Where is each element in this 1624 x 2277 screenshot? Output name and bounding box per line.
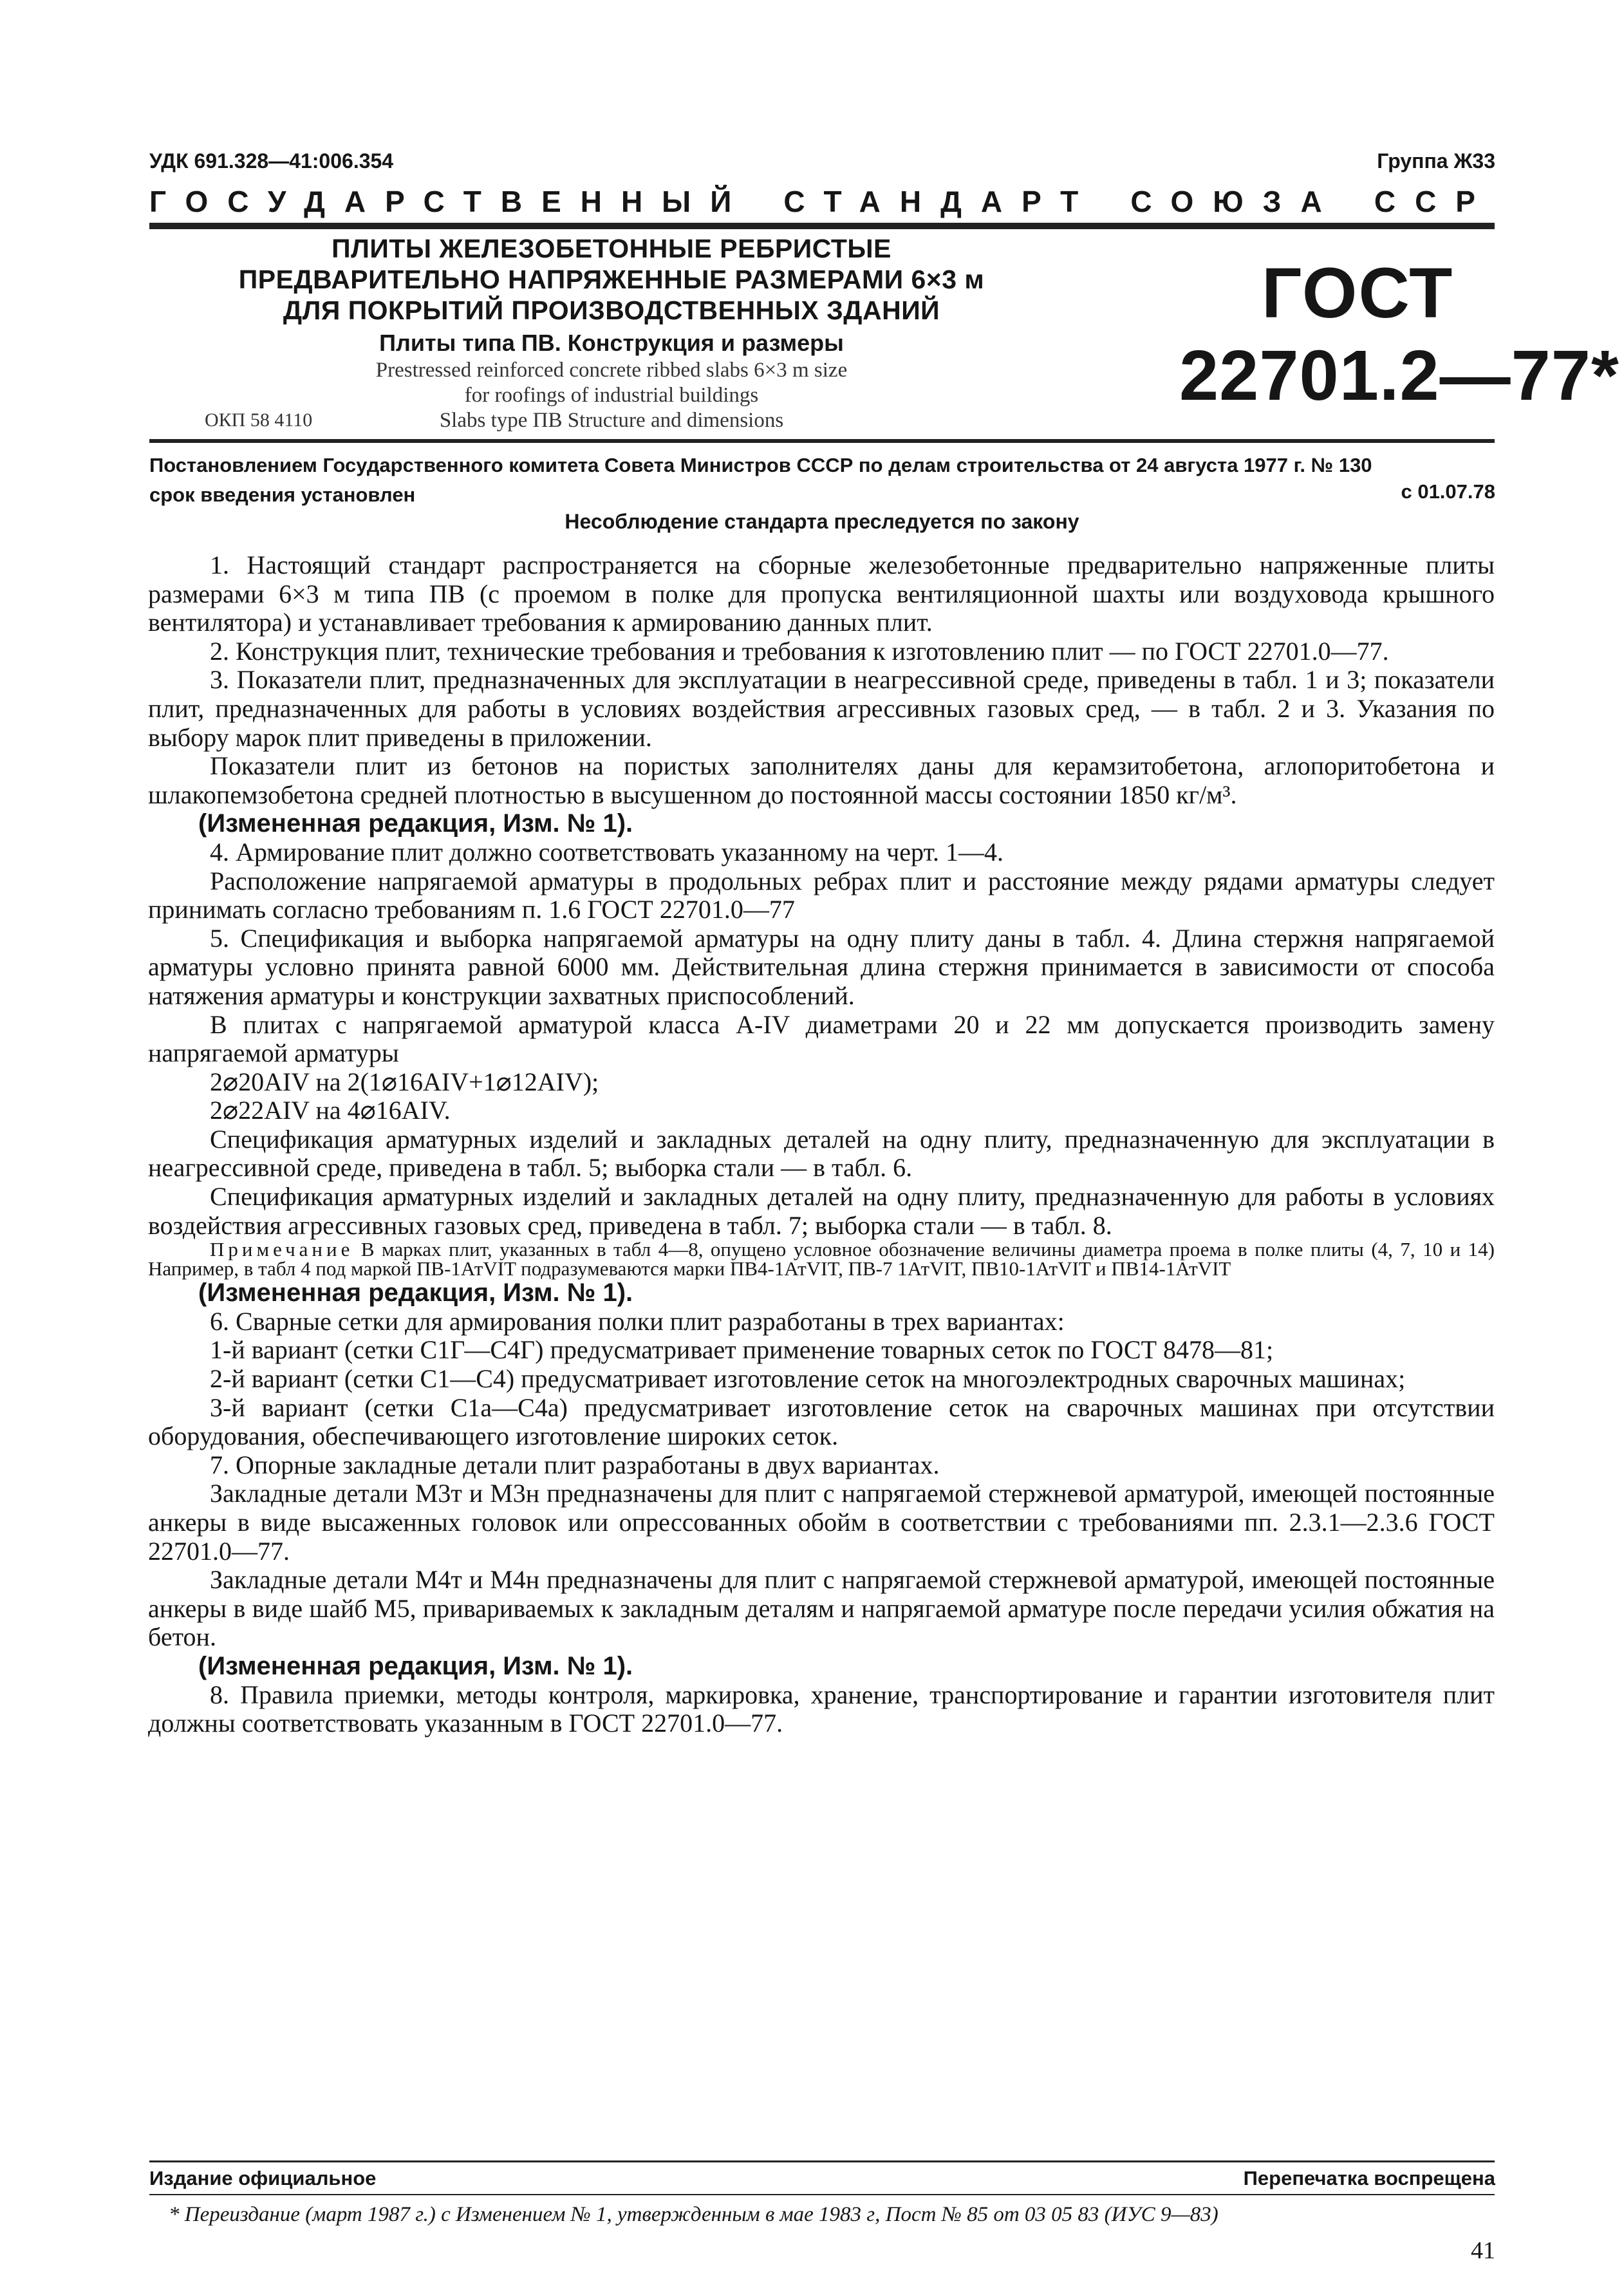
title-english-1: Prestressed reinforced concrete ribbed slabs 6×3 m size bbox=[375, 359, 848, 382]
paragraph-5-replacement: В плитах с напрягаемой арматурой класса A-IV диаметрами 20 и 22 мм допускается производить замену напрягаемой арматуры bbox=[148, 1009, 1495, 1068]
paragraph-8: 8. Правила приемки, методы контроля, маркировка, хранение, транспортирование и гарантии изготовителя плит должны соответствовать указанным в ГОСТ 22701.0—77. bbox=[148, 1680, 1495, 1738]
decree-line-1: Постановлением Государственного комитета Совета Министров СССР по делам строительства от 24 августа 1977 г. № 130 bbox=[149, 454, 1372, 476]
decree-line-2: срок введения установлен bbox=[149, 483, 416, 506]
paragraph-2: 2. Конструкция плит, технические требования и требования к изготовлению плит — по ГОСТ 22701.0—77. bbox=[210, 636, 1389, 666]
paragraph-6-variant-3: 3-й вариант (сетки С1а—С4а) предусматривает изготовление сеток на сварочных машинах при отсутствии оборудования, обеспечивающего изготовление широких сеток. bbox=[148, 1392, 1495, 1451]
amendment-note-3: (Измененная редакция, Изм. № 1). bbox=[198, 1651, 633, 1680]
title-line-3: ДЛЯ ПОКРЫТИЙ ПРОИЗВОДСТВЕННЫХ ЗДАНИЙ bbox=[283, 295, 940, 325]
paragraph-7: 7. Опорные закладные детали плит разработаны в двух вариантах. bbox=[210, 1450, 940, 1479]
header-divider-top bbox=[149, 223, 1495, 229]
title-english-3: Slabs type ПВ Structure and dimensions bbox=[439, 409, 784, 432]
paragraph-5-spec-1: Спецификация арматурных изделий и закладных деталей на одну плиту, предназначенную для эксплуатации в неагрессивной среде, приведена в табл. 5; выборка стали — в табл. 6. bbox=[148, 1124, 1495, 1183]
paragraph-1: 1. Настоящий стандарт распространяется на сборные железобетонные предварительно напряженные плиты размерами 6×3 м типа ПВ (с проемом в полке для пропуска вентиляционной шахты или воздуховода крышного вентилятора) и устанавливает требования к армированию данных плит. bbox=[148, 550, 1495, 637]
replacement-formula-1: 2⌀20AIV на 2(1⌀16AIV+1⌀12AIV); bbox=[210, 1067, 599, 1096]
paragraph-3-continued: Показатели плит из бетонов на пористых заполнителях даны для керамзитобетона, аглопоритобетона и шлакопемзобетона средней плотностью в высушенном до постоянной массы состоянии 1850 кг/м³. bbox=[148, 751, 1495, 809]
group-code: Группа Ж33 bbox=[1377, 149, 1495, 173]
note-text: В марках плит, указанных в табл 4—8, опущено условное обозначение величины диаметра проема в полке плиты (4, 7, 10 и 14) Например, в табл 4 под маркой ПВ-1АтVIT подразумеваются марки ПВ4-1АтVIT, ПВ-7 1АтVIT, ПВ10-1АтVIT и ПВ14-1АтVIT bbox=[148, 1238, 1495, 1280]
note-label: Примечание bbox=[210, 1238, 354, 1261]
title-block bbox=[154, 233, 1069, 433]
paragraph-7-m3: Закладные детали М3т и М3н предназначены для плит с напрягаемой стержневой арматурой, имеющей постоянные анкеры в виде высаженных головок или опрессованных обойм в соответствии с требованиями пп. 2.3.1—2.3.6 ГОСТ 22701.0—77. bbox=[148, 1479, 1495, 1566]
paragraph-5-spec-2: Спецификация арматурных изделий и закладных деталей на одну плиту, предназначенную для работы в условиях воздействия агрессивных газовых сред, приведена в табл. 7; выборка стали — в табл. 8. bbox=[148, 1182, 1495, 1240]
title-english-2: for roofings of industrial buildings bbox=[464, 384, 759, 407]
decree-text bbox=[149, 451, 1495, 510]
footer-divider-bottom bbox=[149, 2194, 1495, 2195]
replacement-formula-2: 2⌀22AIV на 4⌀16AIV. bbox=[210, 1096, 451, 1125]
page-number: 41 bbox=[1471, 2237, 1495, 2264]
note-paragraph bbox=[148, 1240, 1495, 1279]
title-subtitle: Плиты типа ПВ. Конструкция и размеры bbox=[379, 330, 844, 356]
title-divider bbox=[149, 439, 1495, 443]
decree-effective-date: с 01.07.78 bbox=[1401, 480, 1495, 503]
paragraph-4-continued: Расположение напрягаемой арматуры в продольных ребрах плит и расстояние между рядами арматуры следует принимать согласно требованиям п. 1.6 ГОСТ 22701.0—77 bbox=[148, 866, 1495, 924]
document-body bbox=[148, 551, 1495, 1738]
amendment-note-1: (Измененная редакция, Изм. № 1). bbox=[198, 809, 633, 838]
reprint-prohibited-label: Перепечатка воспрещена bbox=[1243, 2167, 1495, 2189]
paragraph-6-variant-1: 1-й вариант (сетки С1Г—С4Г) предусматривает применение товарных сеток по ГОСТ 8478—81; bbox=[210, 1335, 1274, 1365]
amendment-note-2: (Измененная редакция, Изм. № 1). bbox=[198, 1279, 633, 1307]
paragraph-6-variant-2: 2-й вариант (сетки С1—С4) предусматривает изготовление сеток на многоэлектродных сварочных машинах; bbox=[210, 1364, 1406, 1394]
reissue-footnote: * Переиздание (март 1987 г.) с Изменением № 1, утвержденным в мае 1983 г, Пост № 85 от 03 05 83 (ИУС 9—83) bbox=[169, 2203, 1218, 2226]
legal-notice: Несоблюдение стандарта преследуется по закону bbox=[565, 510, 1079, 533]
udk-code: УДК 691.328—41:006.354 bbox=[149, 149, 394, 173]
paragraph-7-m4: Закладные детали М4т и М4н предназначены для плит с напрягаемой стержневой арматурой, имеющей постоянные анкеры в виде шайб М5, привариваемых к закладным деталям и напрягаемой арматуре после передачи усилия обжатия на бетон. bbox=[148, 1565, 1495, 1652]
paragraph-3: 3. Показатели плит, предназначенных для эксплуатации в неагрессивной среде, приведены в табл. 1 и 3; показатели плит, предназначенных для работы в условиях воздействия агрессивных газовых сред, — в табл. 2 и 3. Указания по выбору марок плит приведены в приложении. bbox=[148, 665, 1495, 752]
state-standard-banner bbox=[149, 184, 1495, 219]
paragraph-5: 5. Спецификация и выборка напрягаемой арматуры на одну плиту даны в табл. 4. Длина стержня напрягаемой арматуры условно принята равной 6000 мм. Действительная длина стержня принимается в зависимости от способа натяжения арматуры и конструкции захватных приспособлений. bbox=[148, 923, 1495, 1010]
okp-code: ОКП 58 4110 bbox=[205, 409, 313, 431]
official-edition-label: Издание официальное bbox=[149, 2167, 377, 2189]
title-line-2: ПРЕДВАРИТЕЛЬНО НАПРЯЖЕННЫЕ РАЗМЕРАМИ 6×3 м bbox=[238, 265, 985, 294]
banner-word-1: ГОСУДАРСТВЕННЫЙ bbox=[149, 185, 751, 218]
gost-label: ГОСТ bbox=[1262, 254, 1454, 333]
footer-divider bbox=[149, 2160, 1495, 2162]
title-line-1: ПЛИТЫ ЖЕЛЕЗОБЕТОННЫЕ РЕБРИСТЫЕ bbox=[331, 234, 891, 263]
paragraph-4: 4. Армирование плит должно соответствовать указанному на черт. 1—4. bbox=[210, 837, 1003, 867]
banner-word-4: ССР bbox=[1374, 185, 1495, 218]
paragraph-6: 6. Сварные сетки для армирования полки плит разработаны в трех вариантах: bbox=[210, 1306, 1065, 1336]
banner-word-3: СОЮЗА bbox=[1130, 185, 1341, 218]
gost-number: 22701.2—77* bbox=[1179, 336, 1619, 415]
banner-word-2: СТАНДАРТ bbox=[783, 185, 1098, 218]
